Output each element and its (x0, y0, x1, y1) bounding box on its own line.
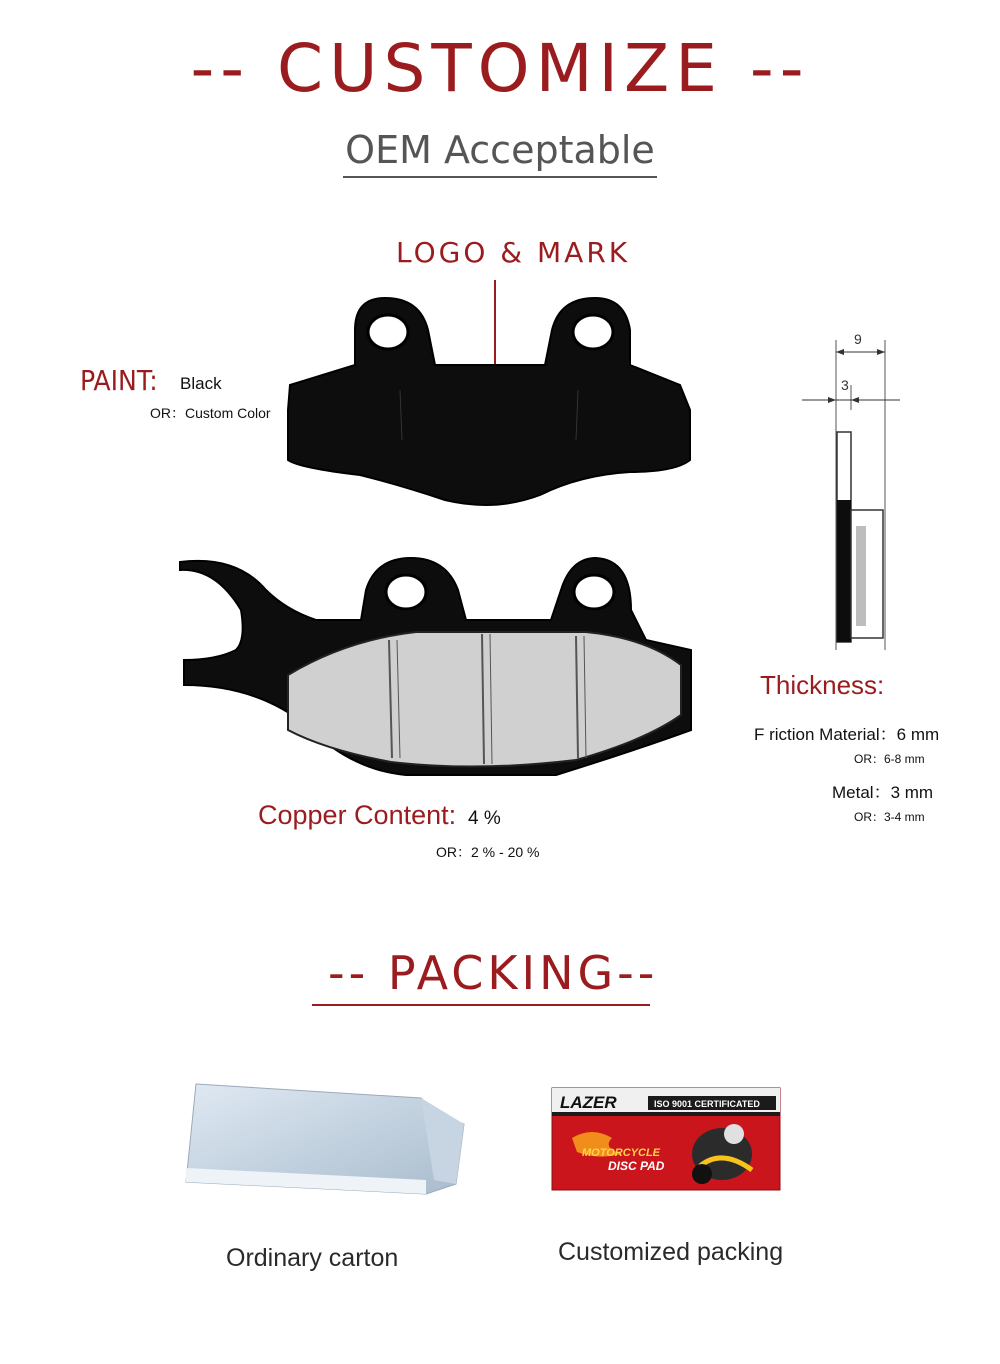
brake-pad-front-diagram (280, 290, 700, 520)
dim-total-label: 9 (854, 331, 862, 347)
metal-thickness-value: Metal：3 mm (832, 783, 934, 802)
friction-material-value: F riction Material：6 mm (754, 725, 940, 744)
friction-material-alternative: OR：6-8 mm (854, 752, 925, 766)
subtitle-text: OEM Acceptable (343, 128, 657, 178)
customized-box-image (552, 1088, 782, 1192)
logo-mark-label: LOGO & MARK (396, 236, 631, 269)
metal-thickness-alternative: OR：3-4 mm (854, 810, 925, 824)
page-title: -- CUSTOMIZE -- (190, 30, 810, 107)
thickness-side-diagram (796, 330, 916, 660)
paint-alternative: OR：Custom Color (150, 405, 271, 421)
copper-content-alternative: OR：2 % - 20 % (436, 844, 540, 860)
copper-content-value: 4 % (468, 808, 501, 829)
box-brand: LAZER (560, 1093, 617, 1112)
packing-title: -- PACKING-- (328, 946, 659, 1000)
box-line-1: MOTORCYCLE (582, 1147, 661, 1159)
thickness-label: Thickness: (760, 670, 885, 700)
paint-label: PAINT: (80, 364, 158, 397)
box-line-2: DISC PAD (608, 1159, 665, 1173)
copper-content-label: Copper Content: (258, 800, 457, 830)
brake-pad-friction-diagram (176, 550, 696, 790)
packing-underline (312, 1004, 650, 1006)
ordinary-carton-caption: Ordinary carton (226, 1244, 399, 1272)
customized-packing-caption: Customized packing (558, 1238, 784, 1266)
subtitle (0, 128, 1000, 172)
ordinary-carton-image (176, 1076, 471, 1206)
box-cert: ISO 9001 CERTIFICATED (654, 1099, 760, 1109)
paint-value: Black (180, 374, 222, 393)
dim-metal-label: 3 (841, 377, 849, 393)
